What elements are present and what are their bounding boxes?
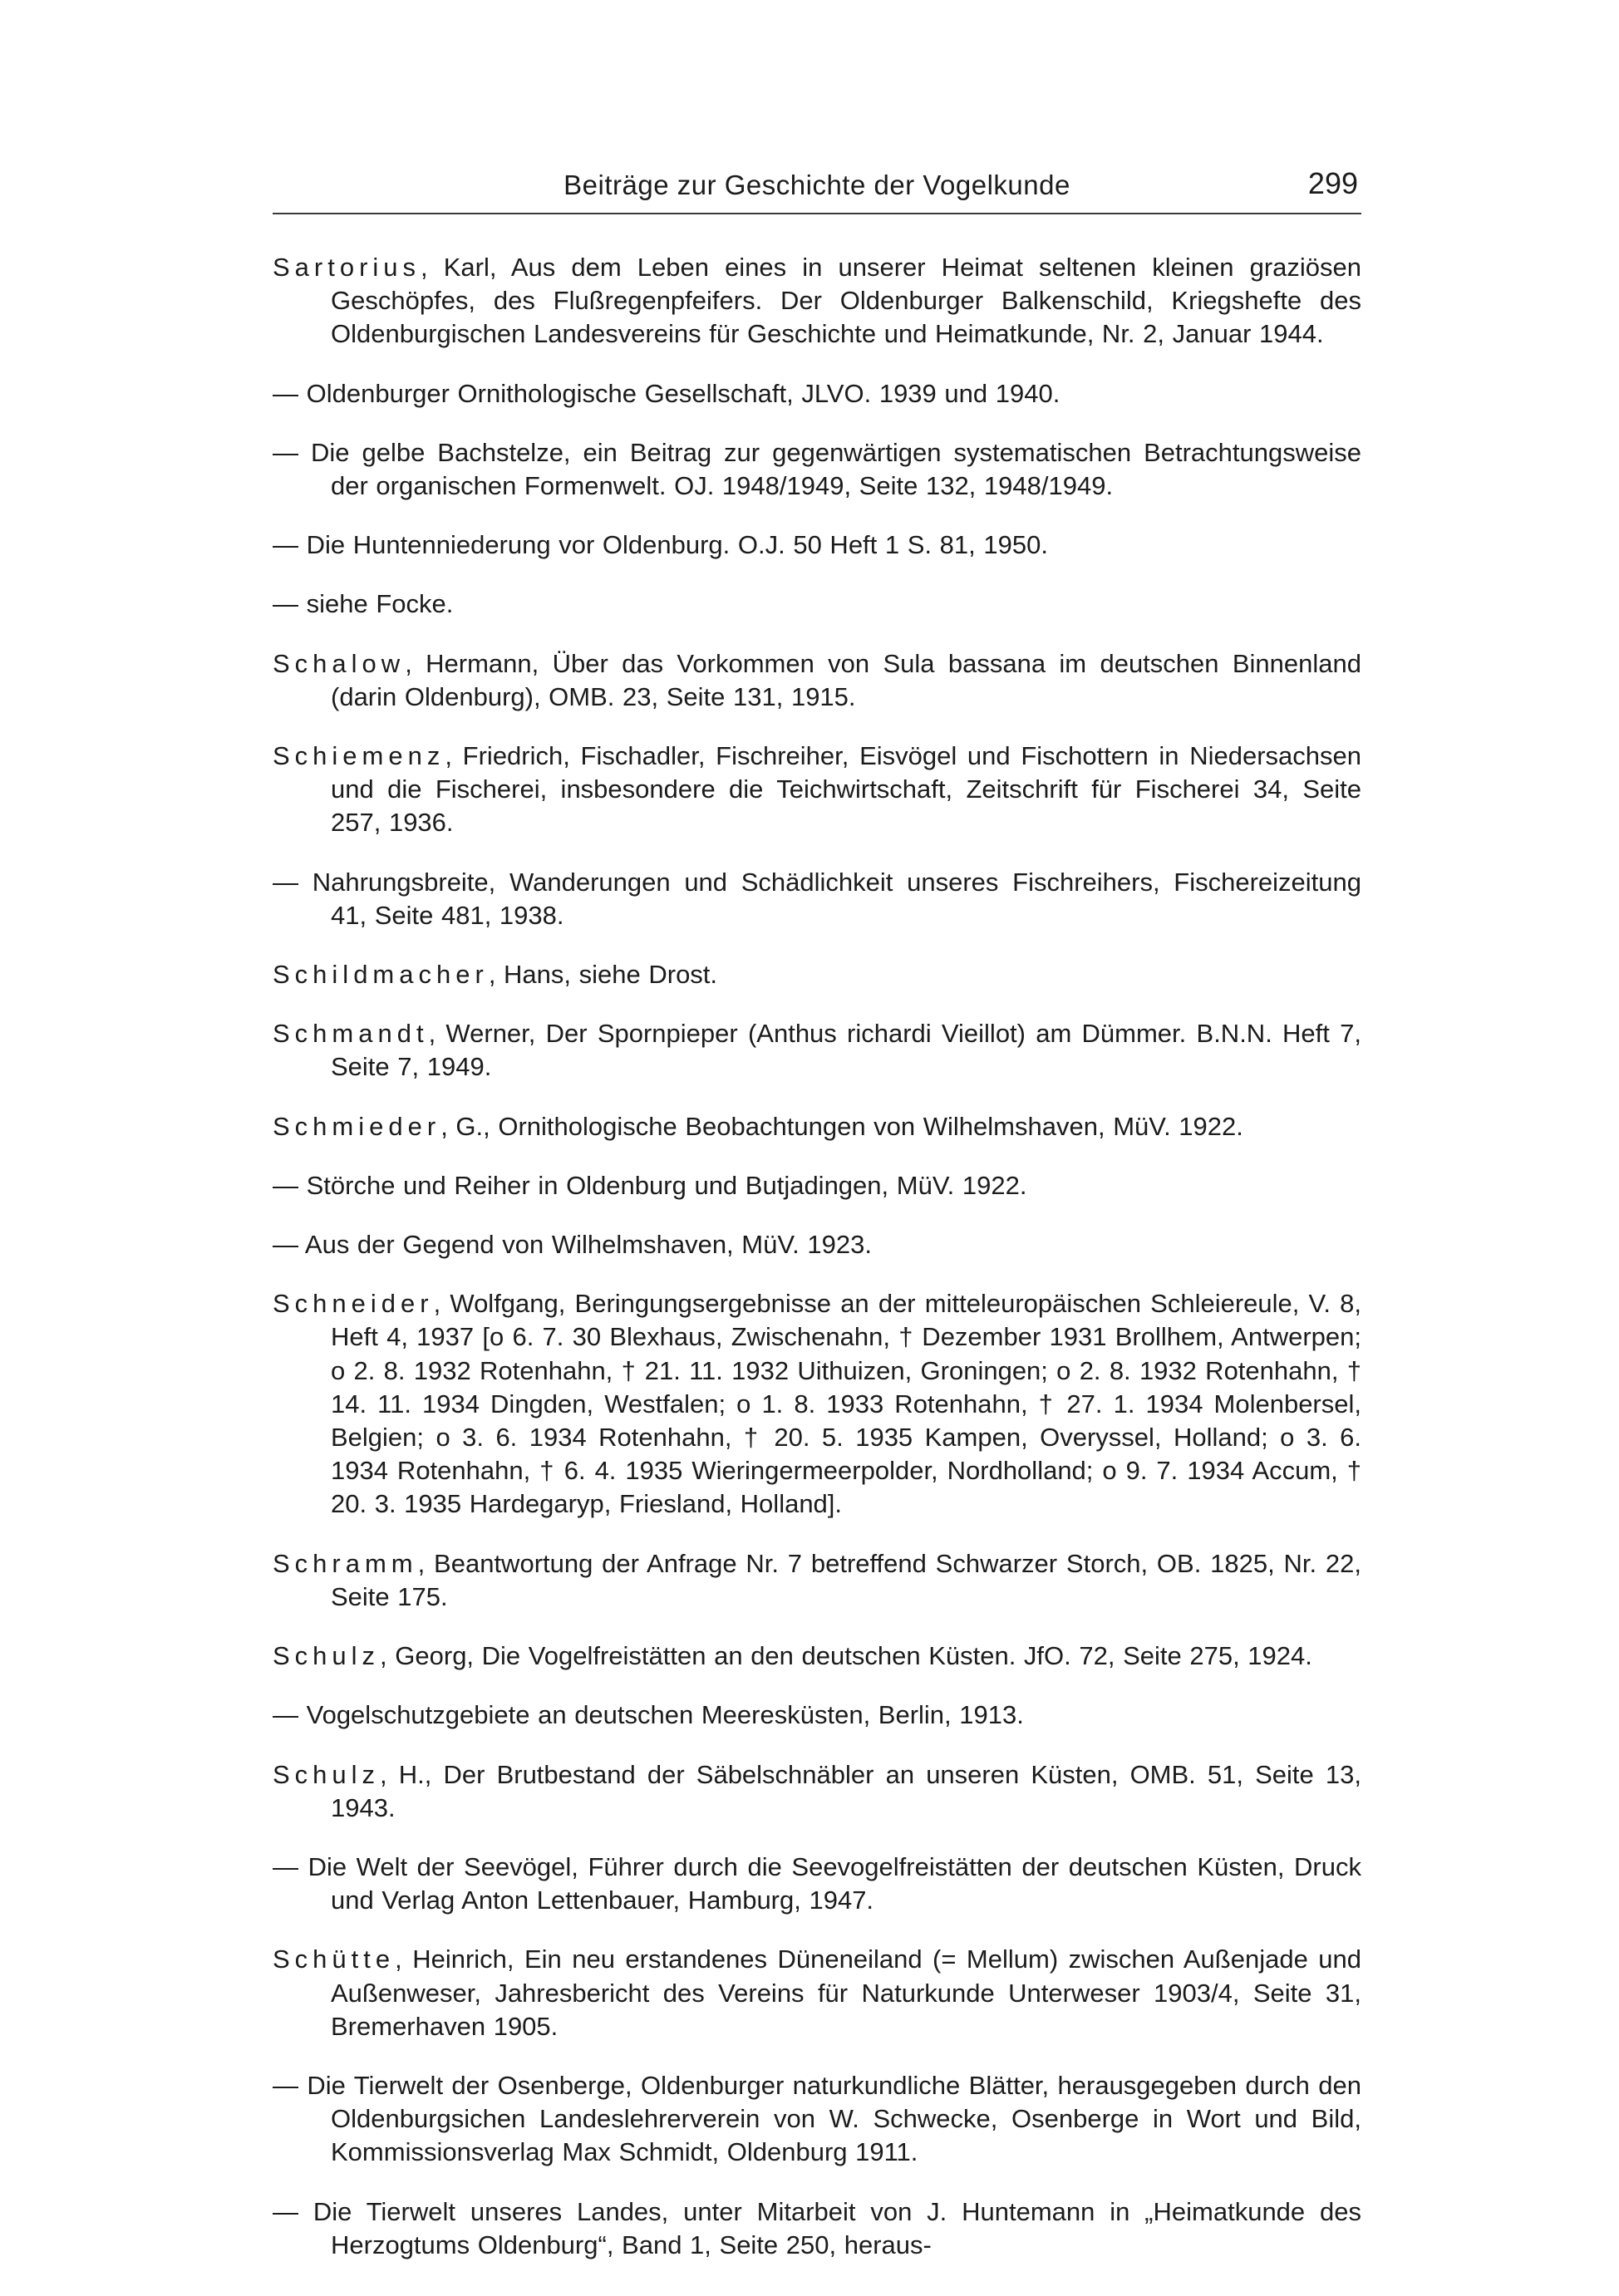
entry-text: Störche und Reiher in Oldenburg und Butjadingen, MüV. 1922. (298, 1170, 1027, 1200)
bibliography-entry (273, 866, 1361, 932)
bibliography-entry (273, 1699, 1361, 1732)
bibliography-entry (273, 251, 1361, 352)
entry-text: Oldenburger Ornithologische Gesellschaft, JLVO. 1939 und 1940. (298, 378, 1060, 408)
entry-text: , Beantwortung der Anfrage Nr. 7 betreffend Schwarzer Storch, OB. 1825, Nr. 22, Seite 175. (331, 1548, 1361, 1611)
bibliography-entry (273, 588, 1361, 621)
entry-text: , Friedrich, Fischadler, Fischreiher, Eisvögel und Fischottern in Niedersachsen und die Fischerei, insbesondere die Teichwirtschaft, Zeitschrift für Fischerei 34, Seite 257, 1936. (331, 741, 1361, 838)
entry-dash: — (273, 867, 298, 897)
entry-text: , Karl, Aus dem Leben eines in unserer Heimat seltenen kleinen graziösen Geschöpfes, des Flußregenpfeifers. Der Oldenburger Balkenschild, Kriegshefte des Oldenburgischen Landesvereins für Geschichte und Heimatkunde, Nr. 2, Januar 1944. (331, 253, 1361, 349)
entry-text: Die Huntenniederung vor Oldenburg. O.J. 50 Heft 1 S. 81, 1950. (298, 530, 1048, 560)
entry-text: , Werner, Der Spornpieper (Anthus richardi Vieillot) am Dümmer. B.N.N. Heft 7, Seite 7, 1949. (331, 1019, 1361, 1082)
entry-author: Schildmacher (273, 960, 489, 990)
bibliography-entry (273, 377, 1361, 411)
entry-author: Schulz (273, 1759, 381, 1789)
entry-author: Schalow (273, 648, 406, 678)
entry-dash: — (273, 589, 298, 619)
bibliography-entry (273, 1110, 1361, 1143)
running-title: Beiträge zur Geschichte der Vogelkunde (563, 170, 1070, 200)
entry-text: , Georg, Die Vogelfreistätten an den deutschen Küsten. JfO. 72, Seite 275, 1924. (380, 1641, 1312, 1671)
bibliography-entry (273, 529, 1361, 562)
bibliography-entry (273, 1640, 1361, 1673)
entry-author: Schramm (273, 1548, 418, 1578)
entry-dash: — (273, 1170, 298, 1200)
entry-text: Die Tierwelt der Osenberge, Oldenburger naturkundliche Blätter, herausgegeben durch den Oldenburgsichen Landeslehrerverein von W. Schwecke, Osenberge in Wort und Bild, Kommissionsverlag Max Schmidt, Oldenburg 1911. (298, 2070, 1361, 2167)
entry-text: Vogelschutzgebiete an deutschen Meeresküsten, Berlin, 1913. (298, 1700, 1024, 1730)
running-head (273, 166, 1361, 214)
bibliography-entry (273, 647, 1361, 714)
entry-text: , Wolfgang, Beringungsergebnisse an der mitteleuropäischen Schleiereule, V. 8, Heft 4, 1937 [o 6. 7. 30 Blexhaus, Zwischenahn, † Dezember 1931 Brollhem, Antwerpen; o 2. 8. 1932 Rotenhahn, † 21. 11. 1932 Uithuizen, Groningen; o 2. 8. 1932 Rotenhahn, † 14. 11. 1934 Dingden, Westfalen; o 1. 8. 1933 Rotenhahn, † 27. 1. 1934 Molenbersel, Belgien; o 3. 6. 1934 Rotenhahn, † 20. 5. 1935 Kampen, Overyssel, Holland; o 3. 6. 1934 Rotenhahn, † 6. 4. 1935 Wieringermeerpolder, Nordholland; o 9. 7. 1934 Accum, † 20. 3. 1935 Hardegaryp, Friesland, Holland]. (331, 1289, 1361, 1519)
bibliography-entry (273, 2195, 1361, 2262)
bibliography-entry (273, 1228, 1361, 1261)
entry-text: , Hermann, Über das Vorkommen von Sula bassana im deutschen Binnenland (darin Oldenburg), OMB. 23, Seite 131, 1915. (331, 648, 1361, 711)
bibliography-entry (273, 1943, 1361, 2043)
entry-text: siehe Focke. (298, 589, 454, 619)
bibliography-entry (273, 1547, 1361, 1614)
page-number: 299 (1307, 166, 1358, 200)
entry-text: , G., Ornithologische Beobachtungen von Wilhelmshaven, MüV. 1922. (440, 1111, 1243, 1141)
entry-author: Schmieder (273, 1111, 441, 1141)
entry-text: , Hans, siehe Drost. (488, 960, 718, 990)
entry-author: Sartorius (273, 253, 421, 282)
entry-author: Schiemenz (273, 741, 445, 771)
bibliography-entry (273, 2069, 1361, 2170)
entry-dash: — (273, 378, 298, 408)
entry-dash: — (273, 2196, 298, 2226)
bibliography-entry (273, 740, 1361, 840)
entry-text: , Heinrich, Ein neu erstandenes Düneneiland (= Mellum) zwischen Außenjade und Außenweser, Jahresbericht des Vereins für Naturkunde Unterweser 1903/4, Seite 31, Bremerhaven 1905. (331, 1944, 1361, 2041)
entry-text: Die Tierwelt unseres Landes, unter Mitarbeit von J. Huntemann in „Heimatkunde des Herzogtums Oldenburg“, Band 1, Seite 250, heraus- (298, 2196, 1361, 2259)
entry-dash: — (273, 1700, 298, 1730)
entry-author: Schütte (273, 1944, 396, 1974)
entry-author: Schmandt (273, 1019, 429, 1049)
entry-text: Nahrungsbreite, Wanderungen und Schädlichkeit unseres Fischreihers, Fischereizeitung 41, Seite 481, 1938. (298, 867, 1361, 930)
entry-text: Die gelbe Bachstelze, ein Beitrag zur gegenwärtigen systematischen Betrachtungsweise der organischen Formenwelt. OJ. 1948/1949, Seite 132, 1948/1949. (298, 437, 1361, 501)
entry-author: Schneider (273, 1289, 434, 1319)
bibliography-entry (273, 436, 1361, 503)
bibliography-entry (273, 1169, 1361, 1202)
page (273, 166, 1361, 2288)
bibliography-entry (273, 958, 1361, 991)
bibliography-entry (273, 1017, 1361, 1084)
entry-text: , H., Der Brutbestand der Säbelschnäbler an unseren Küsten, OMB. 51, Seite 13, 1943. (331, 1759, 1361, 1822)
entry-dash: — (273, 437, 298, 467)
bibliography-entry (273, 1758, 1361, 1825)
entry-dash: — (273, 2070, 298, 2100)
entry-dash: — (273, 1230, 298, 1260)
entry-dash: — (273, 1851, 298, 1881)
bibliography-entry (273, 1287, 1361, 1521)
entry-dash: — (273, 530, 298, 560)
entry-text: Die Welt der Seevögel, Führer durch die Seevogelfreistätten der deutschen Küsten, Druck und Verlag Anton Lettenbauer, Hamburg, 1947. (298, 1851, 1361, 1915)
bibliography-list (273, 251, 1361, 2262)
bibliography-entry (273, 1851, 1361, 1917)
entry-author: Schulz (273, 1641, 381, 1671)
entry-text: Aus der Gegend von Wilhelmshaven, MüV. 1923. (298, 1230, 872, 1260)
